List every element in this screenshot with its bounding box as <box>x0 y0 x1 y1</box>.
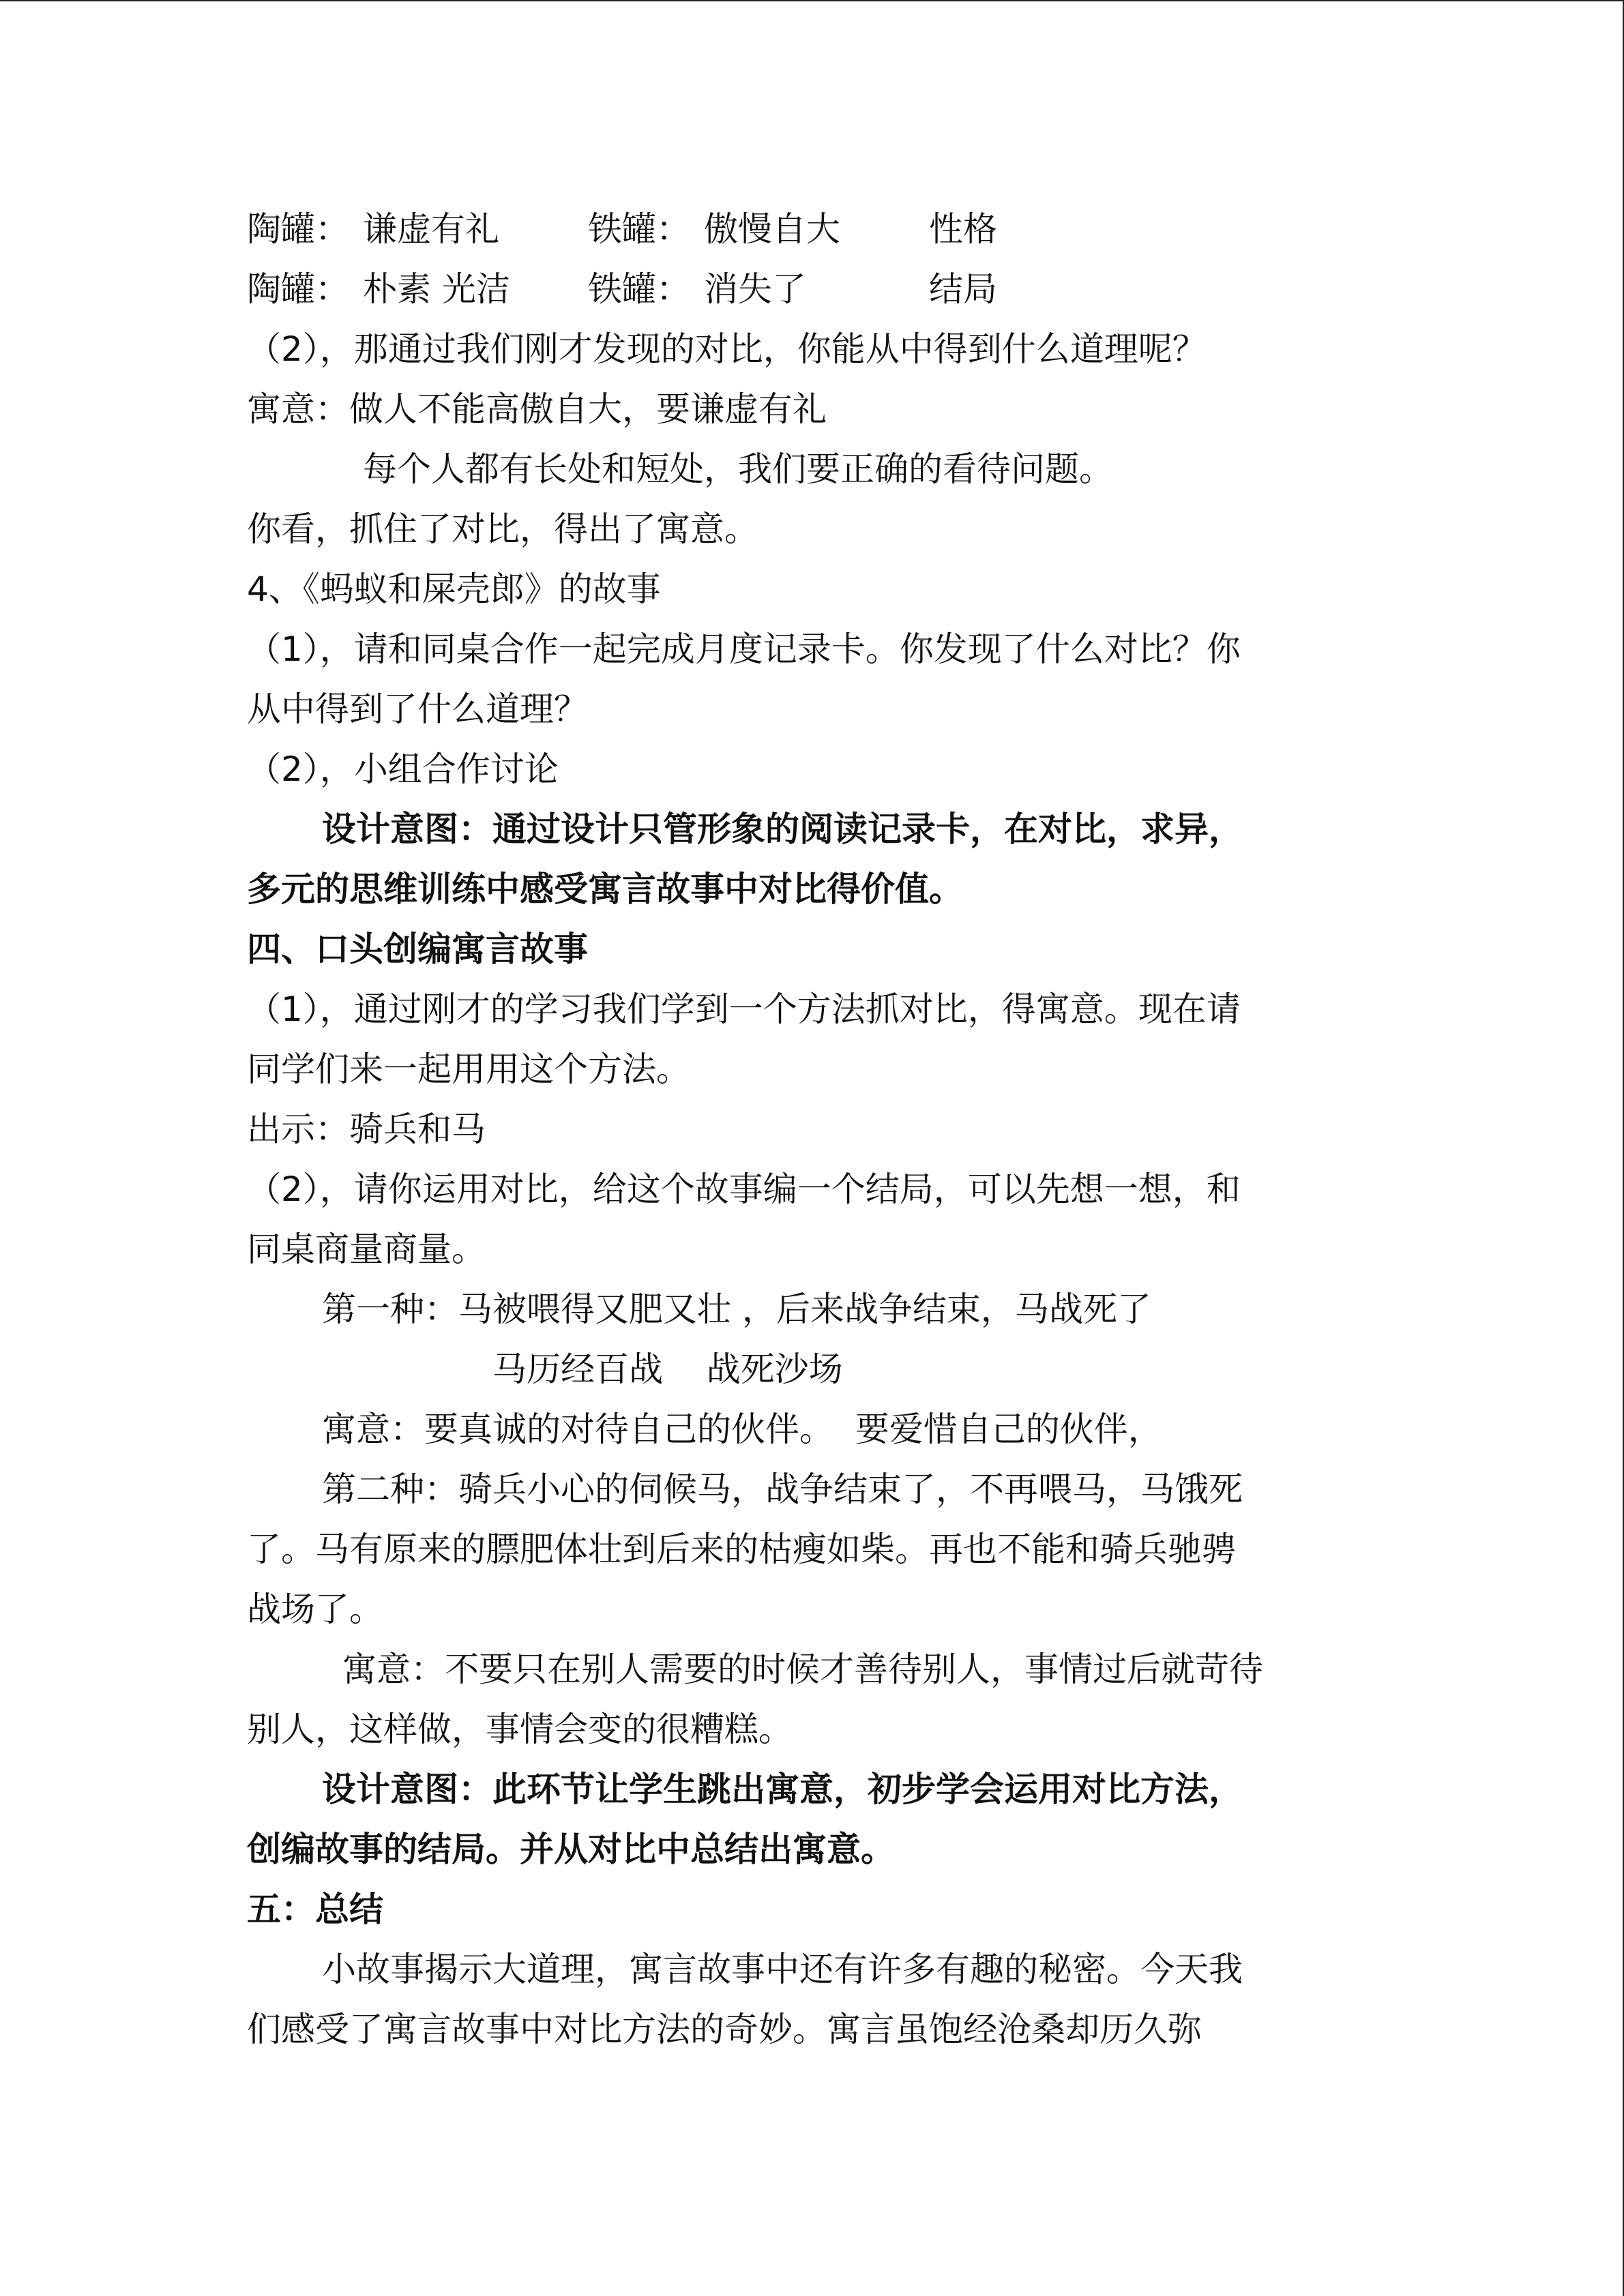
paragraph-line: （2），那通过我们刚才发现的对比，你能从中得到什么道理呢？ <box>247 329 1207 369</box>
compare-row-character <box>247 199 1393 259</box>
paragraph-line: 寓意：要真诚的对待自己的伙伴。 要爱惜自己的伙伴， <box>322 1410 1162 1449</box>
value: 傲慢自大 <box>704 209 840 249</box>
paragraph-line: 每个人都有长处和短处，我们要正确的看待问题。 <box>363 449 1113 489</box>
paragraph-line: （2），请你运用对比，给这个故事编一个结局，可以先想一想，和 <box>247 1169 1241 1209</box>
category: 性格 <box>929 209 997 249</box>
paragraph-line: 战场了。 <box>247 1590 383 1629</box>
design-intent: 多元的思维训练中感受寓言故事中对比得价值。 <box>247 869 963 909</box>
paragraph-line: 同学们来一起用用这个方法。 <box>247 1049 690 1089</box>
compare-row-ending <box>247 259 1393 319</box>
paragraph-line: 小故事揭示大道理，寓言故事中还有许多有趣的秘密。今天我 <box>322 1950 1243 1989</box>
paragraph-line: 寓意：做人不能高傲自大，要谦虚有礼 <box>247 389 827 429</box>
paragraph-line: （1），通过刚才的学习我们学到一个方法抓对比，得寓意。现在请 <box>247 989 1241 1029</box>
design-intent: 设计意图：通过设计只管形象的阅读记录卡，在对比，求异， <box>322 809 1243 849</box>
paragraph-line: 第一种：马被喂得又肥又壮 ，后来战争结束，马战死了 <box>322 1289 1151 1329</box>
section-heading: 五：总结 <box>247 1890 383 1929</box>
design-intent: 创编故事的结局。并从对比中总结出寓意。 <box>247 1830 895 1869</box>
value: 朴素 光洁 <box>363 269 510 309</box>
section-heading: 4、《蚂蚁和屎壳郎》的故事 <box>247 569 661 609</box>
paragraph-line: 别人，这样做，事情会变的很糟糕。 <box>247 1710 793 1749</box>
paragraph-line: 寓意：不要只在别人需要的时候才善待别人，事情过后就苛待 <box>342 1650 1263 1689</box>
value: 消失了 <box>704 269 806 309</box>
label: 铁罐： <box>588 209 690 249</box>
design-intent: 设计意图：此环节让学生跳出寓意，初步学会运用对比方法， <box>322 1770 1243 1809</box>
label: 铁罐： <box>588 269 690 309</box>
paragraph-line: （1），请和同桌合作一起完成月度记录卡。你发现了什么对比？你 <box>247 629 1241 669</box>
paragraph-line: 们感受了寓言故事中对比方法的奇妙。寓言虽饱经沧桑却历久弥 <box>247 2010 1202 2049</box>
label: 陶罐： <box>247 269 349 309</box>
category: 结局 <box>929 269 997 309</box>
paragraph-line: 第二种：骑兵小心的伺候马，战争结束了，不再喂马，马饿死 <box>322 1470 1243 1509</box>
value: 谦虚有礼 <box>363 209 499 249</box>
paragraph-line: （2），小组合作讨论 <box>247 749 559 789</box>
section-heading: 四、口头创编寓言故事 <box>247 929 588 969</box>
document-body <box>247 199 1393 2059</box>
label: 陶罐： <box>247 209 349 249</box>
paragraph-line: 你看，抓住了对比，得出了寓意。 <box>247 509 758 549</box>
paragraph-line: 了。马有原来的膘肥体壮到后来的枯瘦如柴。再也不能和骑兵驰骋 <box>247 1530 1236 1569</box>
paragraph-line: 马历经百战 战死沙场 <box>492 1350 843 1389</box>
paragraph-line: 出示：骑兵和马 <box>247 1109 486 1149</box>
paragraph-line: 从中得到了什么道理？ <box>247 689 588 729</box>
paragraph-line: 同桌商量商量。 <box>247 1229 486 1269</box>
